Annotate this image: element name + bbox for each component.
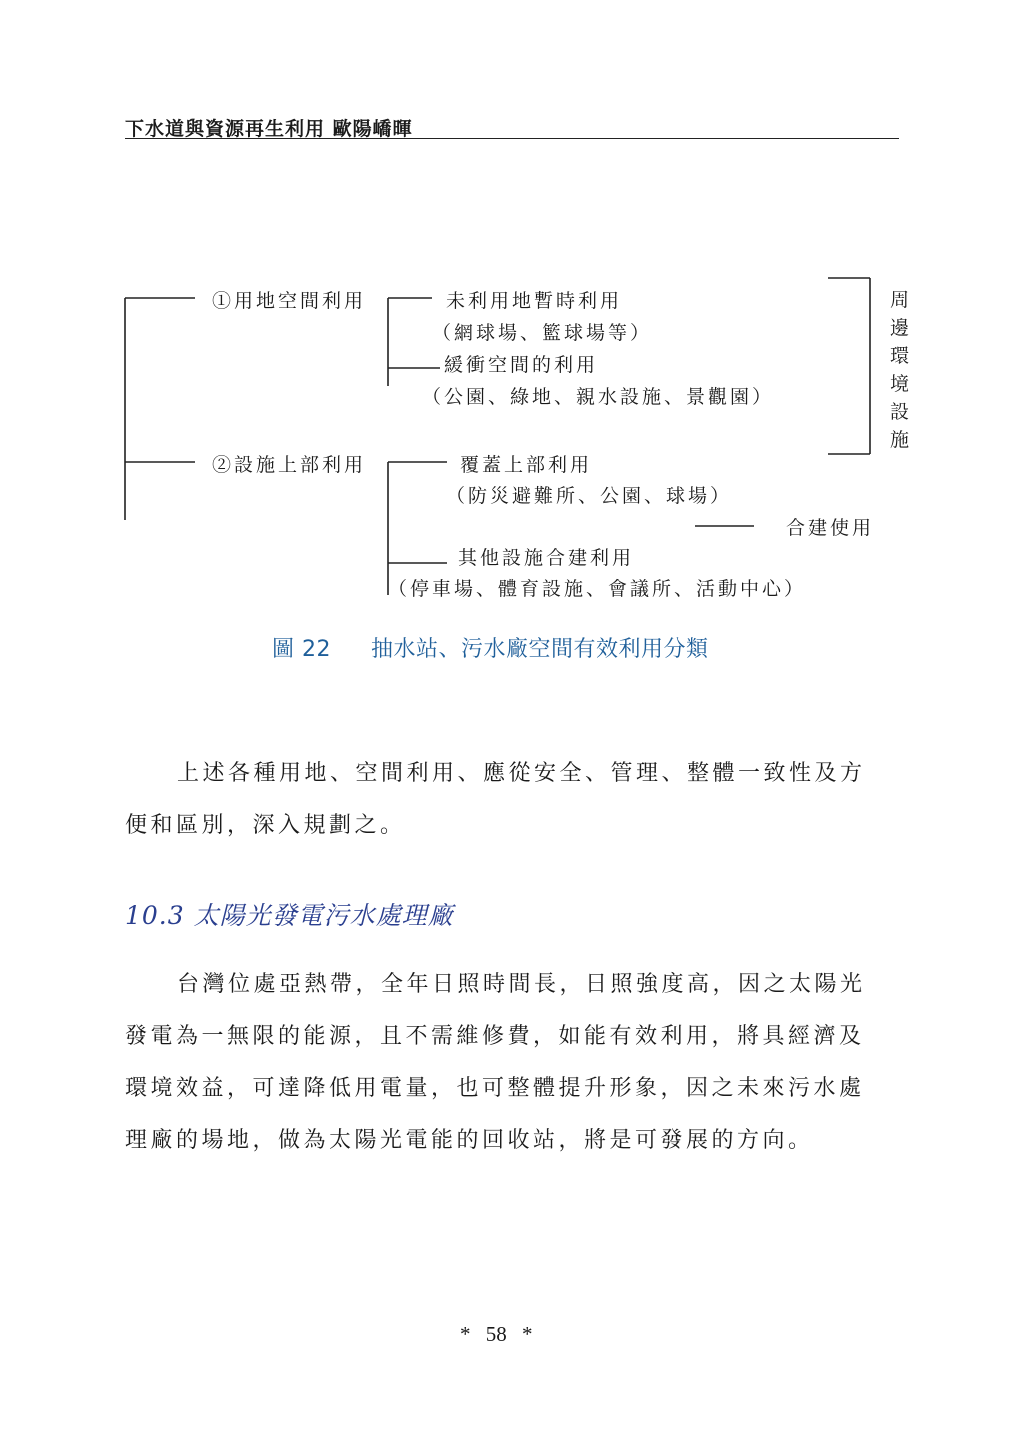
vertical-char: 周 [890,289,910,311]
surrounding-facilities-label [890,286,909,454]
paragraph-1 [125,748,905,852]
b1-item2-title: 緩衝空間的利用 [444,354,599,376]
branch2-label: ②設施上部利用 [212,454,367,476]
b2-item1-title: 覆蓋上部利用 [460,454,593,476]
paragraph-line: 上述各種用地、空間利用、應從安全、管理、整體一致性及方 [177,761,866,786]
b2-item1-detail: （防災避難所、公園、球場） [446,485,733,507]
combined-use-label: 合建使用 [786,517,875,539]
section-heading: 10.3 太陽光發電污水處理廠 [125,901,454,930]
vertical-char: 施 [890,429,910,451]
paragraph-line: 發電為一無限的能源，且不需維修費，如能有效利用，將具經濟及 [125,1024,865,1049]
paragraph-2 [125,959,905,1167]
page-number: * 58 * [460,1322,533,1346]
b2-item2-detail: （停車場、體育設施、會議所、活動中心） [388,578,807,600]
vertical-char: 環 [890,345,910,367]
vertical-char: 邊 [890,317,910,339]
vertical-char: 設 [890,401,910,423]
b2-item2-title: 其他設施合建利用 [458,547,635,569]
vertical-char: 境 [890,373,910,395]
paragraph-line: 便和區別，深入規劃之。 [125,813,406,838]
paragraph-line: 理廠的場地，做為太陽光電能的回收站，將是可發展的方向。 [125,1128,814,1153]
running-header: 下水道與資源再生利用 歐陽嶠暉 [125,118,413,140]
b1-item1-title: 未利用地暫時利用 [446,290,623,312]
b1-item2-detail: （公園、綠地、親水設施、景觀園） [422,386,775,408]
classification-diagram [0,0,1024,640]
figure-caption [272,632,709,663]
figure-title: 抽水站、污水廠空間有效利用分類 [371,637,709,662]
branch1-label: ①用地空間利用 [212,290,367,312]
figure-number: 圖 22 [272,637,331,662]
paragraph-line: 台灣位處亞熱帶，全年日照時間長，日照強度高，因之太陽光 [177,972,866,997]
paragraph-line: 環境效益，可達降低用電量，也可整體提升形象，因之未來污水處 [125,1076,865,1101]
b1-item1-detail: （網球場、籃球場等） [432,322,653,344]
